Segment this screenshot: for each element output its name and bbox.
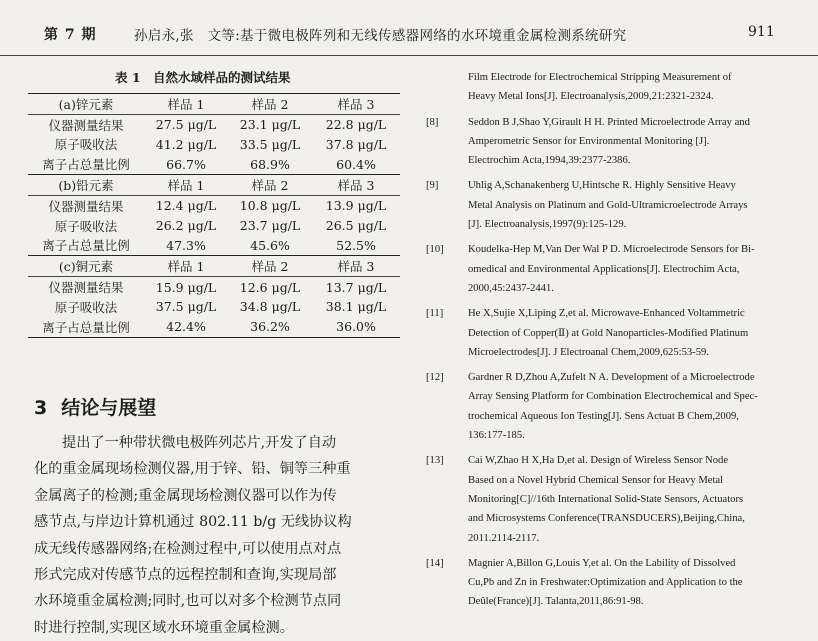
table-cell: 13.7 μg/L (325, 279, 387, 295)
reference-number: [13] (426, 455, 444, 467)
reference-line: 2011.2114-2117. (468, 532, 540, 544)
page-number: 911 (748, 24, 775, 40)
table-cell: 23.7 μg/L (239, 218, 301, 234)
table-cell: 36.0% (312, 317, 400, 337)
section-number: 3 (34, 397, 48, 419)
body-line: 感节点,与岸边计算机通过 802.11 b/g 无线协议构 (34, 514, 352, 531)
table-cell: 12.4 μg/L (155, 198, 217, 214)
group-label: (c)铜元素 (28, 256, 144, 277)
table-cell: 34.8 μg/L (239, 299, 301, 315)
reference-number: [8] (426, 116, 439, 128)
table-row (28, 114, 400, 134)
table-cell: 33.5 μg/L (239, 136, 301, 152)
body-line: 时进行控制,实现区域水环境重金属检测。 (34, 619, 294, 636)
table-cell: 45.6% (228, 236, 312, 256)
table-cell: 68.9% (228, 154, 312, 174)
row-label: 仪器测量结果 (48, 198, 124, 214)
reference-line: Based on a Novel Hybrid Chemical Sensor for Heavy Metal (468, 474, 724, 486)
table-cell: 42.4% (144, 317, 228, 337)
reference-line: Metal Analysis on Platinum and Gold-Ultramicroelectrode Arrays (468, 199, 748, 211)
reference-line: Heavy Metal Ions[J]. Electroanalysis,2009,21:2321-2324. (468, 91, 714, 103)
row-label: 仪器测量结果 (48, 117, 124, 133)
table-cell: 22.8 μg/L (325, 117, 387, 133)
reference-line: omedical and Environmental Applications[J]. Electrochim Acta, (468, 263, 740, 275)
table-row (28, 277, 400, 297)
reference-line: Microelectrodes[J]. J Electroanal Chem,2009,625:53-59. (468, 346, 709, 358)
column-header: 样品 2 (228, 175, 312, 196)
table-cell: 12.6 μg/L (239, 279, 301, 295)
group-label: (a)锌元素 (28, 94, 144, 115)
table-cell: 13.9 μg/L (325, 198, 387, 214)
table-cell: 26.2 μg/L (155, 218, 217, 234)
table-row (28, 135, 400, 155)
body-line: 金属离子的检测;重金属现场检测仪器可以作为传 (34, 487, 337, 504)
table-group-header (28, 94, 400, 115)
table-cell: 37.8 μg/L (325, 136, 387, 152)
reference-line: Magnier A,Billon G,Louis Y,et al. On the Lability of Dissolved (468, 557, 736, 569)
body-line: 形式完成对传感节点的远程控制和查询,实现局部 (34, 567, 337, 584)
section-title: 结论与展望 (61, 397, 157, 419)
table-cell: 23.1 μg/L (239, 117, 301, 133)
reference-line: Uhlig A,Schanakenberg U,Hintsche R. Highly Sensitive Heavy (468, 180, 736, 192)
table-cell: 10.8 μg/L (239, 198, 301, 214)
section-body (34, 430, 412, 641)
column-header: 样品 3 (312, 256, 400, 277)
reference-line: Detection of Copper(Ⅱ) at Gold Nanoparticles-Modified Platinum (468, 327, 749, 339)
reference-number: [12] (426, 372, 444, 384)
reference-item (426, 451, 798, 547)
reference-line: Cai W,Zhao H X,Ha D,et al. Design of Wireless Sensor Node (468, 455, 729, 467)
table-cell: 41.2 μg/L (155, 136, 217, 152)
column-header: 样品 3 (312, 94, 400, 115)
reference-line: Amperometric Sensor for Environmental Monitoring [J]. (468, 135, 710, 147)
reference-item (426, 176, 798, 234)
reference-list (426, 68, 798, 618)
table-cell: 27.5 μg/L (155, 117, 217, 133)
reference-line: 136:177-185. (468, 430, 525, 442)
table-caption: 表 1 自然水域样品的测试结果 (115, 70, 291, 85)
table-row (28, 195, 400, 215)
reference-line: He X,Sujie X,Liping Z,et al. Microwave-Enhanced Voltammetric (468, 308, 745, 320)
section-heading (34, 393, 156, 420)
column-header: 样品 1 (144, 94, 228, 115)
table-cell: 36.2% (228, 317, 312, 337)
table-cell: 60.4% (312, 154, 400, 174)
row-label: 原子吸收法 (54, 218, 118, 234)
row-label: 原子吸收法 (54, 137, 118, 153)
table-cell: 52.5% (312, 236, 400, 256)
reference-line: Deûle(France)[J]. Talanta,2011,86:91-98. (468, 596, 644, 608)
row-label: 离子占总量比例 (28, 317, 144, 337)
reference-line: Monitoring[C]//16th International Solid-State Sensors, Actuators (468, 493, 744, 505)
row-label: 离子占总量比例 (28, 154, 144, 174)
issue-number: 第 7 期 (44, 27, 97, 43)
column-header: 样品 2 (228, 256, 312, 277)
body-line: 水环境重金属检测;同时,也可以对多个检测节点同 (34, 593, 342, 610)
reference-number: [11] (426, 308, 444, 320)
results-table (28, 93, 400, 338)
column-header: 样品 1 (144, 175, 228, 196)
reference-line: Koudelka-Hep M,Van Der Wal P D. Microelectrode Sensors for Bi- (468, 244, 755, 256)
table-cell: 66.7% (144, 154, 228, 174)
row-label: 离子占总量比例 (28, 236, 144, 256)
table-cell: 26.5 μg/L (325, 218, 387, 234)
group-label: (b)铅元素 (28, 175, 144, 196)
reference-number: [9] (426, 180, 439, 192)
running-title: 孙启永,张 文等:基于微电极阵列和无线传感器网络的水环境重金属检测系统研究 (134, 28, 627, 44)
row-label: 原子吸收法 (54, 299, 118, 315)
table-row (28, 236, 400, 256)
row-label: 仪器测量结果 (48, 280, 124, 296)
table-row (28, 317, 400, 337)
column-header: 样品 1 (144, 256, 228, 277)
reference-item (426, 113, 798, 171)
body-line: 提出了一种带状微电极阵列芯片,开发了自动 (62, 435, 337, 451)
reference-line: Array Sensing Platform for Combination Electrochemical and Spec- (468, 391, 758, 403)
column-header: 样品 3 (312, 175, 400, 196)
reference-item (426, 368, 798, 445)
table-row (28, 154, 400, 174)
table-group-header (28, 256, 400, 277)
reference-item (426, 554, 798, 612)
column-header: 样品 2 (228, 94, 312, 115)
reference-line: trochemical Aqueous Ion Testing[J]. Sens Actuat B Chem,2009, (468, 410, 739, 422)
table-row (28, 297, 400, 317)
reference-item (426, 304, 798, 362)
body-line: 化的重金属现场检测仪器,用于锌、铅、铜等三种重 (34, 461, 351, 478)
reference-line: and Microsystems Conference(TRANSDUCERS),Beijing,China, (468, 513, 745, 525)
reference-number: [14] (426, 557, 444, 569)
reference-line: Seddon B J,Shao Y,Girault H H. Printed Microelectrode Array and (468, 116, 750, 128)
table-cell: 15.9 μg/L (155, 279, 217, 295)
table-cell: 37.5 μg/L (155, 299, 217, 315)
reference-line: 2000,45:2437-2441. (468, 282, 554, 294)
reference-line: Electrochim Acta,1994,39:2377-2386. (468, 155, 631, 167)
body-line: 成无线传感器网络;在检测过程中,可以使用点对点 (34, 540, 342, 557)
reference-number: [10] (426, 244, 444, 256)
table-cell: 38.1 μg/L (325, 299, 387, 315)
reference-line: Gardner R D,Zhou A,Zufelt N A. Development of a Microelectrode (468, 372, 755, 384)
reference-item (426, 240, 798, 298)
table-row (28, 216, 400, 236)
reference-line: Film Electrode for Electrochemical Stripping Measurement of (468, 72, 732, 83)
table-group-header (28, 175, 400, 196)
reference-line: [J]. Electroanalysis,1997(9):125-129. (468, 219, 627, 231)
table-cell: 47.3% (144, 236, 228, 256)
page-header (0, 0, 818, 56)
reference-item (426, 68, 798, 107)
reference-line: Cu,Pb and Zn in Freshwater:Optimization and Application to the (468, 577, 743, 589)
